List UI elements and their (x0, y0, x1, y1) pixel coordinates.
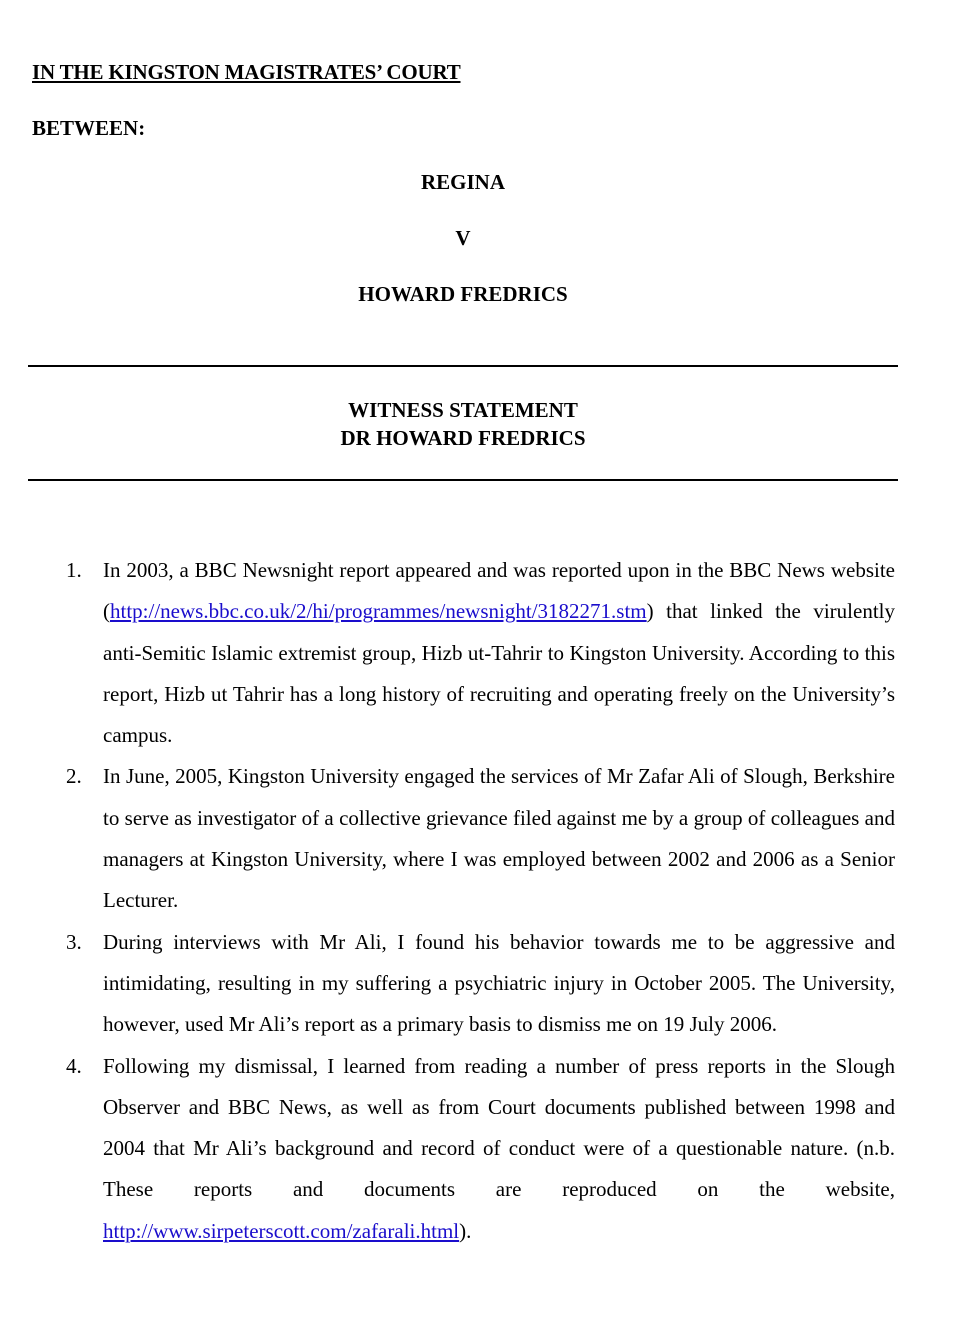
paragraph-text: In June, 2005, Kingston University engaged the services of Mr Zafar Ali of Slough, Berkshire to serve as investigator of a collective grievance filed against me by a group of colleagues and managers at Kingston University, where I was employed between 2002 and 2006 as a Senior Lecturer. (103, 764, 895, 913)
paragraph-number: 4. (66, 1053, 82, 1078)
paragraph-text: In 2003, a BBC Newsnight report appeared and was reported upon in the BBC News website ( (103, 558, 895, 624)
party-defendant: HOWARD FREDRICS (358, 282, 568, 306)
paragraph-text: ) that linked the virulently anti-Semitic Islamic extremist group, Hizb ut-Tahrir to Kingston University. According to this report, Hizb ut Tahrir has a long history of recruiting and operating freely on the University’s campus. (103, 599, 895, 748)
statement-paragraphs (0, 550, 959, 1252)
paragraph-text: ). (459, 1218, 472, 1243)
statement-title-line2: DR HOWARD FREDRICS (340, 426, 586, 450)
paragraph-1 (66, 550, 895, 756)
sirpeterscott-link[interactable]: http://www.sirpeterscott.com/zafarali.html (103, 1218, 460, 1243)
court-heading: IN THE KINGSTON MAGISTRATES’ COURT (32, 60, 461, 84)
statement-title-line1: WITNESS STATEMENT (348, 398, 578, 422)
statement-title (28, 396, 898, 452)
versus-label: V (455, 226, 471, 250)
paragraph-number: 2. (66, 764, 82, 789)
divider-bottom (28, 479, 898, 481)
between-label: BETWEEN: (32, 116, 146, 140)
paragraph-number: 3. (66, 929, 82, 954)
party-regina: REGINA (420, 170, 505, 194)
paragraph-3 (66, 922, 895, 1046)
divider-top (28, 365, 898, 367)
bbc-newsnight-link[interactable]: http://news.bbc.co.uk/2/hi/programmes/newsnight/3182271.stm (110, 599, 647, 624)
paragraph-2 (66, 756, 895, 921)
paragraph-text: Following my dismissal, I learned from reading a number of press reports in the Slough Observer and BBC News, as well as from Court documents published between 1998 and 2004 that Mr Ali’s background and record of conduct were of a questionable nature. (n.b. These reports and documents are reproduced on the website, (103, 1053, 895, 1202)
paragraph-text: During interviews with Mr Ali, I found his behavior towards me to be aggressive and intimidating, resulting in my suffering a psychiatric injury in October 2005. The University, however, used Mr Ali’s report as a primary basis to dismiss me on 19 July 2006. (103, 929, 895, 1037)
paragraph-4 (66, 1046, 895, 1252)
paragraph-number: 1. (66, 558, 82, 582)
